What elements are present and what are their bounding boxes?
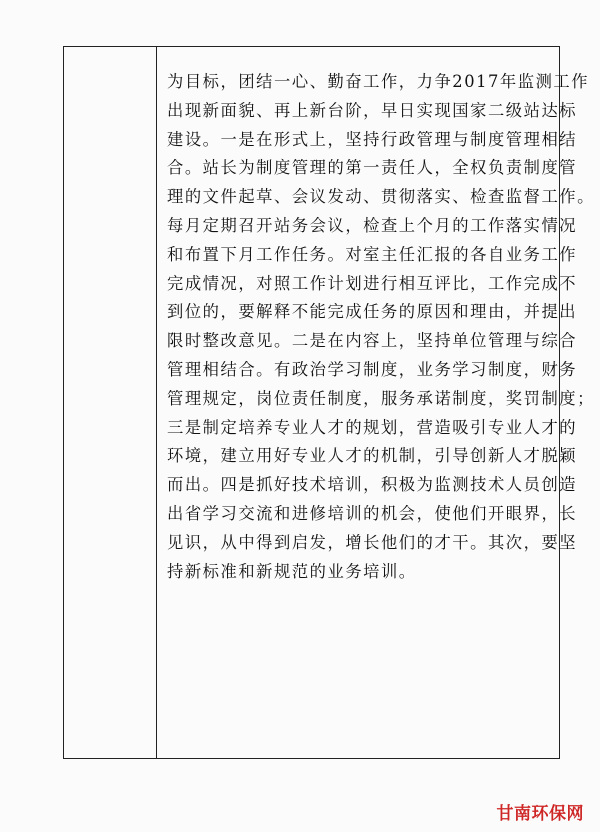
text-line: 为目标，团结一心、勤奋工作，力争2017年监测工作: [167, 72, 590, 91]
label-cell: [64, 47, 156, 758]
text-line: 到位的，要解释不能完成任务的原因和理由，并提出: [167, 302, 578, 322]
text-line: 见识，从中得到启发，增长他们的才干。其次，要坚: [167, 532, 578, 552]
site-watermark: 甘南环保网: [496, 804, 584, 824]
text-line: 和布置下月工作任务。对室主任汇报的各自业务工作: [167, 244, 578, 264]
text-line: 建设。一是在形式上，坚持行政管理与制度管理相结: [167, 129, 578, 149]
text-line: 三是制定培养专业人才的规划，营造吸引专业人才的: [167, 417, 578, 437]
text-line: 持新标准和新规范的业务培训。: [167, 561, 417, 581]
text-line: 环境，建立用好专业人才的机制，引导创新人才脱颖: [167, 446, 578, 466]
text-line: 而出。四是抓好技术培训，积极为监测技术人员创造: [167, 475, 578, 495]
text-line: 合。站长为制度管理的第一责任人，全权负责制度管: [167, 158, 578, 178]
text-line: 理的文件起草、会议发动、贯彻落实、检查监督工作。: [167, 187, 595, 207]
form-table: [63, 46, 595, 759]
text-line: 每月定期召开站务会议，检查上个月的工作落实情况: [167, 215, 578, 235]
body-text: [167, 68, 595, 586]
text-line: 限时整改意见。二是在内容上，坚持单位管理与综合: [167, 331, 578, 351]
text-line: 管理规定，岗位责任制度，服务承诺制度，奖罚制度；: [167, 388, 595, 408]
text-line: 完成情况，对照工作计划进行相互评比，工作完成不: [167, 273, 578, 293]
text-line: 出省学习交流和进修培训的机会，使他们开眼界，长: [167, 503, 578, 523]
content-cell: [157, 47, 595, 758]
text-line: 出现新面貌、再上新台阶，早日实现国家二级站达标: [167, 100, 578, 120]
text-line: 管理相结合。有政治学习制度，业务学习制度，财务: [167, 359, 578, 379]
